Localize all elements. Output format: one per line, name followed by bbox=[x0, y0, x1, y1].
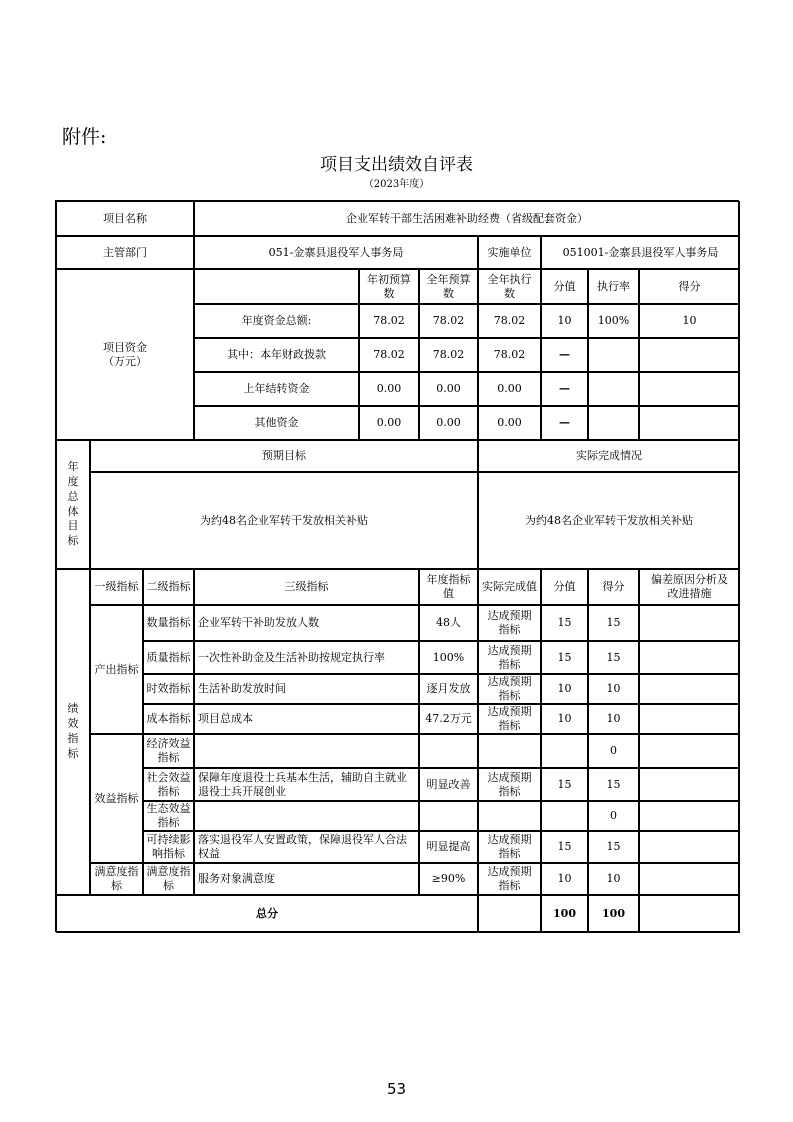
indicator-row-level2: 经济效益 指标 bbox=[143, 734, 194, 768]
indicator-row-level3: 生活补助发放时间 bbox=[194, 674, 419, 704]
indicator-row-score: 15 bbox=[588, 831, 639, 863]
funds-header-score-value: 分值 bbox=[541, 269, 588, 304]
group-output-indicators: 产出指标 bbox=[90, 605, 143, 734]
indicator-header-level2: 二级指标 bbox=[143, 569, 194, 605]
indicator-row-deviation bbox=[639, 801, 740, 831]
indicator-row-actual: 达成预期 指标 bbox=[478, 605, 541, 641]
indicator-row-score: 10 bbox=[588, 863, 639, 895]
indicator-row-level3: 项目总成本 bbox=[194, 704, 419, 734]
indicator-row-actual: 达成预期 指标 bbox=[478, 863, 541, 895]
funds-row-rate bbox=[588, 338, 639, 372]
expected-goal-text: 为约48名企业军转干发放相关补贴 bbox=[90, 472, 478, 569]
indicator-row-level2: 质量指标 bbox=[143, 641, 194, 674]
indicator-row-score-value: 15 bbox=[541, 768, 588, 801]
funds-row-score bbox=[639, 338, 740, 372]
indicator-row-actual: 达成预期 指标 bbox=[478, 831, 541, 863]
dept-value: 051-金寨县退役军人事务局 bbox=[194, 236, 478, 269]
indicator-header-level3: 三级指标 bbox=[194, 569, 419, 605]
funds-header-blank bbox=[194, 269, 359, 304]
funds-row-label: 上年结转资金 bbox=[194, 372, 359, 406]
indicator-row-level2: 可持续影 响指标 bbox=[143, 831, 194, 863]
indicator-row-annual: 明显提高 bbox=[419, 831, 478, 863]
indicator-row-level3 bbox=[194, 801, 419, 831]
impl-unit-value: 051001-金寨县退役军人事务局 bbox=[541, 236, 740, 269]
funds-row-score bbox=[639, 372, 740, 406]
indicator-row-actual: 达成预期 指标 bbox=[478, 768, 541, 801]
indicator-row-deviation bbox=[639, 641, 740, 674]
funds-row-initial: 78.02 bbox=[359, 338, 419, 372]
project-name-value: 企业军转干部生活困难补助经费（省级配套资金） bbox=[194, 201, 740, 236]
page-number: 53 bbox=[386, 1080, 407, 1098]
funds-row-score bbox=[639, 406, 740, 440]
funds-row-executed: 78.02 bbox=[478, 338, 541, 372]
indicator-row-level2: 数量指标 bbox=[143, 605, 194, 641]
indicator-row-level3 bbox=[194, 734, 419, 768]
indicator-row-annual: 48人 bbox=[419, 605, 478, 641]
indicator-row-score-value: 10 bbox=[541, 704, 588, 734]
indicator-row-annual: 47.2万元 bbox=[419, 704, 478, 734]
indicator-row-score-value bbox=[541, 734, 588, 768]
indicator-row-annual: 明显改善 bbox=[419, 768, 478, 801]
attachment-label: 附件: bbox=[62, 126, 107, 148]
funds-row-executed: 0.00 bbox=[478, 406, 541, 440]
indicator-row-score-value: 10 bbox=[541, 674, 588, 704]
indicator-row-score-value bbox=[541, 801, 588, 831]
funds-section-label: 项目资金 （万元） bbox=[56, 269, 194, 440]
indicator-header-score: 得分 bbox=[588, 569, 639, 605]
indicator-row-deviation bbox=[639, 605, 740, 641]
year-subtitle: （2023年度） bbox=[363, 179, 430, 190]
funds-row-initial: 0.00 bbox=[359, 372, 419, 406]
indicator-row-level3: 企业军转干补助发放人数 bbox=[194, 605, 419, 641]
actual-goal-text: 为约48名企业军转干发放相关补贴 bbox=[478, 472, 740, 569]
funds-row-label: 年度资金总额: bbox=[194, 304, 359, 338]
self-evaluation-table bbox=[55, 200, 739, 932]
funds-row-score: 10 bbox=[639, 304, 740, 338]
total-blank bbox=[478, 895, 541, 933]
indicator-row-deviation bbox=[639, 734, 740, 768]
indicator-row-level2: 时效指标 bbox=[143, 674, 194, 704]
indicator-header-deviation: 偏差原因分析及 改进措施 bbox=[639, 569, 740, 605]
indicator-row-score-value: 15 bbox=[541, 831, 588, 863]
indicator-row-level3: 保障年度退役士兵基本生活，辅助自主就业 退役士兵开展创业 bbox=[194, 768, 419, 801]
indicator-row-actual bbox=[478, 734, 541, 768]
indicator-row-annual: 逐月发放 bbox=[419, 674, 478, 704]
indicator-row-deviation bbox=[639, 831, 740, 863]
total-score-value: 100 bbox=[541, 895, 588, 933]
indicator-header-level1: 一级指标 bbox=[90, 569, 143, 605]
indicator-row-score: 15 bbox=[588, 641, 639, 674]
impl-unit-label: 实施单位 bbox=[478, 236, 541, 269]
indicator-row-score: 10 bbox=[588, 674, 639, 704]
funds-row-rate bbox=[588, 406, 639, 440]
indicator-row-level2: 社会效益 指标 bbox=[143, 768, 194, 801]
indicator-row-level3: 一次性补助金及生活补助按规定执行率 bbox=[194, 641, 419, 674]
indicator-row-score: 10 bbox=[588, 704, 639, 734]
indicator-row-score-value: 10 bbox=[541, 863, 588, 895]
total-label: 总分 bbox=[56, 895, 478, 933]
indicator-row-level2: 成本指标 bbox=[143, 704, 194, 734]
group-benefit-indicators: 效益指标 bbox=[90, 734, 143, 863]
indicator-row-level3: 服务对象满意度 bbox=[194, 863, 419, 895]
funds-row-initial: 0.00 bbox=[359, 406, 419, 440]
funds-header-annual-budget: 全年预算 数 bbox=[419, 269, 478, 304]
indicator-row-actual: 达成预期 指标 bbox=[478, 674, 541, 704]
funds-row-score-value: 10 bbox=[541, 304, 588, 338]
funds-row-score-value: — bbox=[541, 406, 588, 440]
funds-row-rate: 100% bbox=[588, 304, 639, 338]
funds-row-initial: 78.02 bbox=[359, 304, 419, 338]
funds-row-executed: 0.00 bbox=[478, 372, 541, 406]
indicator-row-score: 0 bbox=[588, 801, 639, 831]
funds-row-rate bbox=[588, 372, 639, 406]
funds-header-annual-execution: 全年执行 数 bbox=[478, 269, 541, 304]
indicator-row-deviation bbox=[639, 768, 740, 801]
funds-row-score-value: — bbox=[541, 372, 588, 406]
indicator-header-annual-value: 年度指标 值 bbox=[419, 569, 478, 605]
indicator-row-level2: 生态效益 指标 bbox=[143, 801, 194, 831]
indicator-header-score-value: 分值 bbox=[541, 569, 588, 605]
indicator-row-score: 15 bbox=[588, 605, 639, 641]
page-title: 项目支出绩效自评表 bbox=[320, 155, 473, 175]
goals-section-label: 年 度 总 体 目 标 bbox=[56, 440, 90, 569]
indicator-row-annual: 100% bbox=[419, 641, 478, 674]
indicator-row-annual bbox=[419, 801, 478, 831]
indicator-row-level3: 落实退役军人安置政策，保障退役军人合法 权益 bbox=[194, 831, 419, 863]
indicators-section-label: 绩 效 指 标 bbox=[56, 569, 90, 895]
funds-header-score: 得分 bbox=[639, 269, 740, 304]
project-name-label: 项目名称 bbox=[56, 201, 194, 236]
indicator-row-annual bbox=[419, 734, 478, 768]
funds-row-label: 其中：本年财政拨款 bbox=[194, 338, 359, 372]
indicator-row-score-value: 15 bbox=[541, 641, 588, 674]
funds-header-execution-rate: 执行率 bbox=[588, 269, 639, 304]
indicator-row-annual: ≥90% bbox=[419, 863, 478, 895]
dept-label: 主管部门 bbox=[56, 236, 194, 269]
funds-row-annual: 0.00 bbox=[419, 406, 478, 440]
indicator-row-score-value: 15 bbox=[541, 605, 588, 641]
indicator-row-score: 15 bbox=[588, 768, 639, 801]
indicator-row-actual bbox=[478, 801, 541, 831]
funds-row-annual: 78.02 bbox=[419, 304, 478, 338]
indicator-row-deviation bbox=[639, 674, 740, 704]
indicator-header-actual-value: 实际完成值 bbox=[478, 569, 541, 605]
group-satisfaction-indicators: 满意度指 标 bbox=[90, 863, 143, 895]
funds-row-annual: 78.02 bbox=[419, 338, 478, 372]
indicator-row-actual: 达成预期 指标 bbox=[478, 641, 541, 674]
actual-goal-header: 实际完成情况 bbox=[478, 440, 740, 472]
indicator-row-score: 0 bbox=[588, 734, 639, 768]
indicator-row-actual: 达成预期 指标 bbox=[478, 704, 541, 734]
indicator-row-deviation bbox=[639, 863, 740, 895]
funds-row-executed: 78.02 bbox=[478, 304, 541, 338]
expected-goal-header: 预期目标 bbox=[90, 440, 478, 472]
total-score: 100 bbox=[588, 895, 639, 933]
funds-row-annual: 0.00 bbox=[419, 372, 478, 406]
funds-header-initial-budget: 年初预算 数 bbox=[359, 269, 419, 304]
total-deviation-blank bbox=[639, 895, 740, 933]
indicator-row-level2: 满意度指 标 bbox=[143, 863, 194, 895]
funds-row-label: 其他资金 bbox=[194, 406, 359, 440]
indicator-row-deviation bbox=[639, 704, 740, 734]
funds-row-score-value: — bbox=[541, 338, 588, 372]
